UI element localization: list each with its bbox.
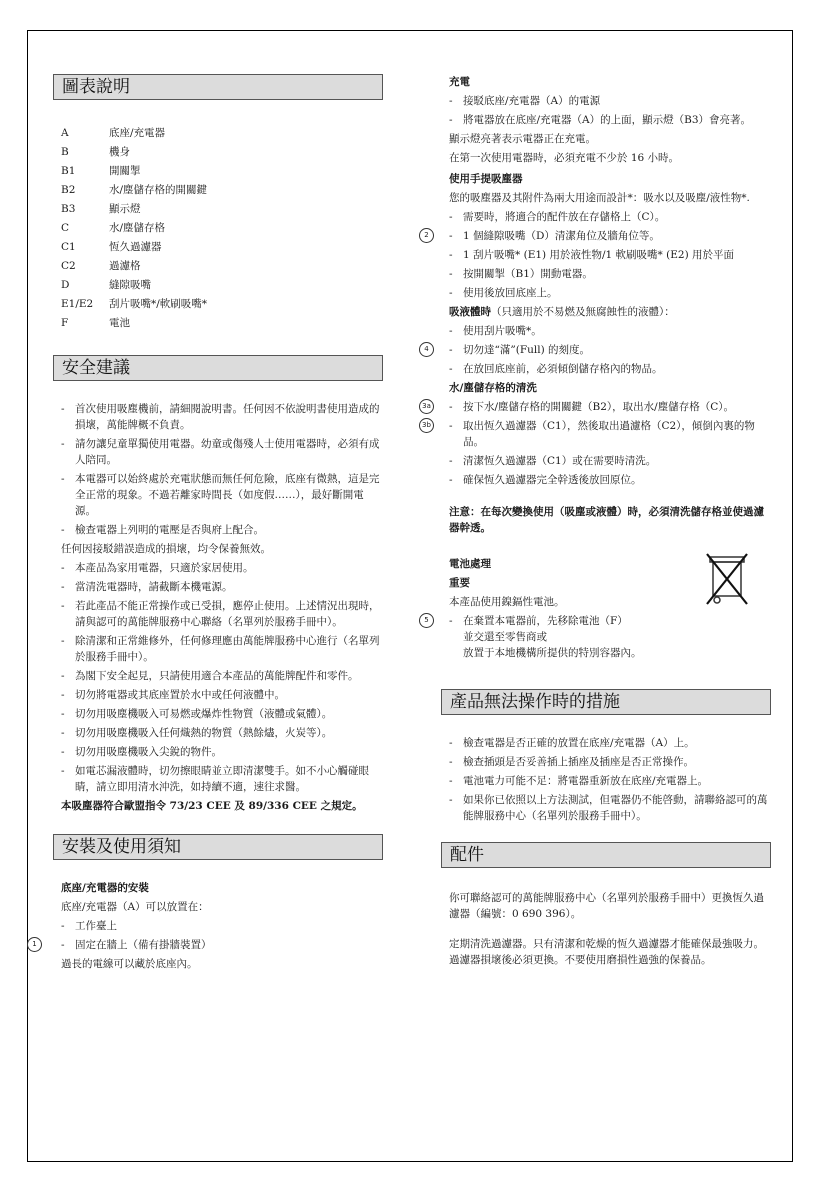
legend-row: B1 開關掣 [61, 165, 141, 177]
list-item: 3a - 按下水/塵儲存格的開關鍵（B2），取出水/塵儲存格（C）。 [441, 399, 771, 415]
right-column [422, 74, 771, 971]
legend-list [61, 124, 383, 333]
list-item: - 切勿將電器或其底座置於水中或任何液體中。 [61, 689, 285, 701]
list-item: - 本電器可以始終處於充電狀態而無任何危險，底座有微熱，這是完全正常的現象。不過若離家時間長（如度假……），最好斷開電源。 [61, 473, 380, 517]
list-item: 4 - 切勿達“滿”(Full) 的刻度。 [441, 342, 771, 358]
list-item: - 使用後放回底座上。 [449, 287, 558, 299]
usage-intro: 您的吸塵器及其附件為兩大用途而設計*：吸水以及吸塵/液性物*. [449, 192, 750, 204]
liquid-title: 吸液體時（只適用於不易燃及無腐蝕性的液體）： [449, 306, 675, 318]
battery-intro: 本產品使用鎳鎘性電池。 [449, 596, 565, 608]
step-marker: 3a [419, 399, 434, 414]
list-item: - 切勿用吸塵機吸入任何熾熱的物質（熱餘燼，火炭等）。 [61, 727, 333, 739]
list-item: - 如電芯漏液體時，切勿擦眼睛並立即清潔雙手。如不小心觸碰眼睛，請立即用清水沖洗，如持續不適，速往求醫。 [61, 765, 369, 793]
list-item: - 檢查電器上列明的電壓是否與府上配合。 [61, 524, 264, 536]
legend-row: C 水/塵儲存格 [61, 222, 166, 234]
list-item: - 工作臺上 [61, 920, 117, 932]
step-marker: 4 [419, 342, 434, 357]
cleaning-title: 水/塵儲存格的清洗 [449, 382, 537, 394]
notice-text: 注意：在每次變換使用（吸塵或液體）時，必須清洗儲存格並使過濾器幹透。 [449, 506, 764, 534]
legend-row: B2 水/塵儲存格的開關鍵 [61, 184, 208, 196]
list-item: - 接駁底座/充電器（A）的電源 [449, 95, 601, 107]
list-item: - 首次使用吸塵機前，請細閱說明書。任何因不依說明書使用造成的損壞，萬能牌概不負責。 [61, 403, 380, 431]
list-item: 2 - 1 個縫隙吸嘴（D）清潔角位及牆角位等。 [441, 228, 771, 244]
battery-title: 電池處理 [449, 558, 491, 570]
crossed-out-wheelie-bin-icon [705, 552, 749, 610]
legend-row: A 底座/充電器 [61, 127, 166, 139]
install-heading: 安裝及使用須知 [53, 834, 383, 860]
accessories-heading: 配件 [441, 842, 771, 868]
left-column [32, 74, 383, 975]
list-item: - 切勿用吸塵機吸入可易燃或爆炸性物質（液體或氣體）。 [61, 708, 333, 720]
install-note: 過長的電線可以藏於底座內。 [61, 958, 198, 970]
list-item: - 若此產品不能正常操作或已受損，應停止使用。上述情況出現時，請與認可的萬能牌服務中心聯絡（名單列於服務手冊中）。 [61, 600, 380, 628]
list-item: - 需要時，將適合的配件放在存儲格上（C）。 [449, 211, 666, 223]
step-marker: 1 [27, 937, 42, 952]
accessories-paragraph-2: 定期清洗過濾器。只有清潔和乾燥的恆久過濾器才能確保最強吸力。過濾器損壞後必須更換。不要使用磨損性過強的保養品。 [449, 938, 764, 966]
step-marker: 5 [419, 613, 434, 628]
step-marker: 3b [419, 418, 434, 433]
list-item: - 使用刮片吸嘴*。 [449, 325, 542, 337]
list-item: - 請勿讓兒童單獨使用電器。幼童或傷殘人士使用電器時，必須有成人陪同。 [61, 438, 380, 466]
list-item: - 按開關掣（B1）開動電器。 [449, 268, 593, 280]
install-list [32, 918, 383, 953]
list-item: - 確保恆久過濾器完全幹透後放回原位。 [449, 474, 642, 486]
accessories-paragraph-1: 你可聯絡認可的萬能牌服務中心（名單列於服務手冊中）更換恆久過濾器（編號：0 690 396）。 [449, 892, 764, 920]
cleaning-list [422, 399, 771, 488]
list-item: - 檢查電器是否正確的放置在底座/充電器（A）上。 [449, 737, 695, 749]
usage-title: 使用手提吸塵器 [449, 173, 523, 185]
step-marker: 2 [419, 228, 434, 243]
list-item: 1 - 固定在牆上（備有掛牆裝置） [53, 937, 383, 953]
charging-note-1: 顯示燈亮著表示電器正在充電。 [449, 133, 596, 145]
warranty-note: 任何因接駁錯誤造成的損壞，均令保養無效。 [61, 543, 271, 555]
list-item: - 本產品為家用電器，只適於家居使用。 [61, 562, 254, 574]
list-item: - 當清洗電器時，請截斷本機電源。 [61, 581, 233, 593]
legend-row: C2 過濾格 [61, 260, 141, 272]
install-subtitle: 底座/充電器的安裝 [61, 882, 149, 894]
safety-list-b [53, 560, 383, 795]
list-item: - 將電器放在底座/充電器（A）的上面，顯示燈（B3）會亮著。 [449, 114, 752, 126]
battery-subtitle: 重要 [449, 577, 470, 589]
legend-row: C1 恆久過濾器 [61, 241, 162, 253]
liquid-list [424, 323, 771, 377]
troubleshoot-list [441, 735, 771, 824]
battery-section [424, 556, 771, 661]
list-item: - 切勿用吸塵機吸入尖銳的物件。 [61, 746, 222, 758]
safety-heading: 安全建議 [53, 355, 383, 381]
usage-list [424, 209, 771, 301]
battery-list [424, 613, 771, 661]
legend-row: B3 顯示燈 [61, 203, 141, 215]
list-item: - 為閣下安全起見，只請使用適合本產品的萬能牌配件和零件。 [61, 670, 359, 682]
legend-row: F 電池 [61, 317, 130, 329]
compliance-note: 本吸塵器符合歐盟指令 73/23 CEE 及 89/336 CEE 之規定。 [61, 800, 363, 812]
charging-title: 充電 [449, 76, 470, 88]
legend-row: B 機身 [61, 146, 130, 158]
list-item: 5 - 在棄置本電器前，先移除電池（F） 並交還至零售商或 放置于本地機構所提供的特別容器內。 [441, 613, 771, 661]
list-item: 3b - 取出恆久過濾器（C1），然後取出過濾格（C2），傾倒內裏的物品。 [441, 418, 771, 450]
safety-list-a [53, 401, 383, 538]
list-item: - 在放回底座前，必須傾倒儲存格內的物品。 [449, 363, 663, 375]
legend-heading: 圖表說明 [53, 74, 383, 100]
list-item: - 1 刮片吸嘴* (E1) 用於液性物/1 軟刷吸嘴* (E2) 用於平面 [449, 249, 734, 261]
list-item: - 清潔恆久過濾器（C1）或在需要時清洗。 [449, 455, 657, 467]
troubleshoot-heading: 產品無法操作時的措施 [441, 689, 771, 715]
install-intro: 底座/充電器（A）可以放置在： [61, 901, 209, 913]
list-item: - 檢查插頭是否妥善插上插座及插座是否正常操作。 [449, 756, 694, 768]
legend-row: E1/E2 刮片吸嘴*/軟刷吸嘴* [61, 298, 208, 310]
legend-row: D 縫隙吸嘴 [61, 279, 151, 291]
list-item: - 電池電力可能不足：將電器重新放在底座/充電器上。 [449, 775, 709, 787]
list-item: - 除清潔和正常維修外，任何修理應由萬能牌服務中心進行（名單列於服務手冊中）。 [61, 635, 380, 663]
charging-list [441, 93, 771, 128]
charging-note-2: 在第一次使用電器時，必須充電不少於 16 小時。 [449, 152, 680, 164]
list-item: - 如果你已依照以上方法測試，但電器仍不能啓動，請聯絡認可的萬能牌服務中心（名單列於服務手冊中）。 [449, 794, 768, 822]
